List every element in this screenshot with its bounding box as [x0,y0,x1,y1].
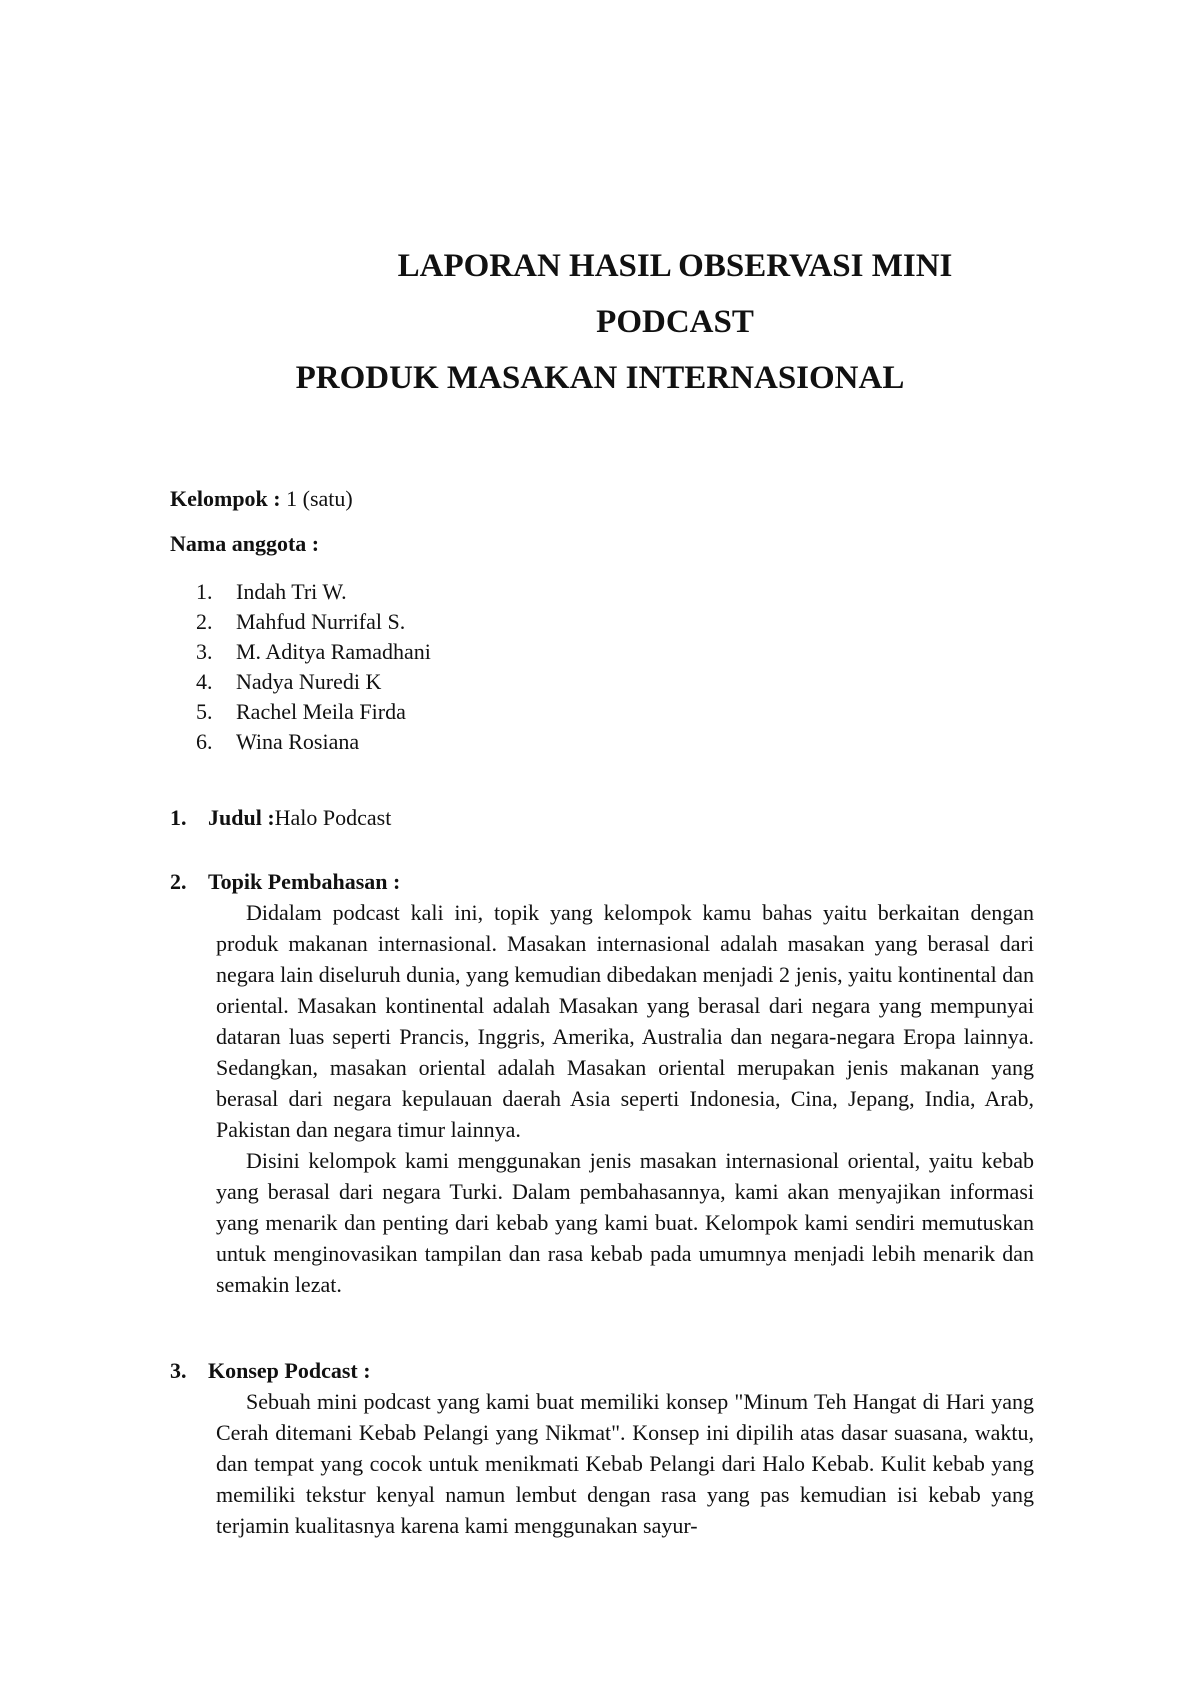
member-name: Nadya Nuredi K [236,669,382,694]
title-line-1: LAPORAN HASIL OBSERVASI MINI [397,248,953,284]
section-heading [170,866,1034,897]
section-konsep [170,1355,1034,1541]
member-number: 3. [196,639,213,664]
member-number: 5. [196,699,213,724]
section-label: Konsep Podcast : [208,1358,371,1383]
section-label: Topik Pembahasan : [208,869,401,894]
list-item [196,697,431,727]
member-name: Indah Tri W. [236,579,347,604]
members-heading-row [170,529,353,559]
group-info [170,484,353,559]
section-heading [170,802,1034,833]
list-item [196,607,431,637]
list-item [196,667,431,697]
section-number: 2. [170,869,187,894]
title-line-3: PRODUK MASAKAN INTERNASIONAL [295,360,905,396]
section-body [216,1386,1034,1541]
paragraph: Sebuah mini podcast yang kami buat memiliki konsep "Minum Teh Hangat di Hari yang Cerah ditemani Kebab Pelangi yang Nikmat". Konsep ini dipilih atas dasar suasana, waktu, dan tempat yang cocok untuk menikmati Kebab Pelangi dari Halo Kebab. Kulit kebab yang memiliki tekstur kenyal namun lembut dengan rasa yang pas kemudian isi kebab yang terjamin kualitasnya karena kami menggunakan sayur- [216,1389,1034,1538]
list-item [196,727,431,757]
list-item [196,577,431,607]
section-judul [170,802,1034,833]
section-body [216,897,1034,1300]
member-name: Wina Rosiana [236,729,360,754]
paragraph: Disini kelompok kami menggunakan jenis masakan internasional oriental, yaitu kebab yang berasal dari negara Turki. Dalam pembahasannya, kami akan menyajikan informasi yang menarik dan penting dari kebab yang kami buat. Kelompok kami sendiri memutuskan untuk menginovasikan tampilan dan rasa kebab pada umumnya menjadi lebih menarik dan semakin lezat. [216,1148,1034,1297]
member-number: 2. [196,609,213,634]
section-number: 3. [170,1358,187,1383]
paragraph: Didalam podcast kali ini, topik yang kelompok kamu bahas yaitu berkaitan dengan produk makanan internasional. Masakan internasional adalah masakan yang berasal dari negara lain diseluruh dunia, yang kemudian dibedakan menjadi 2 jenis, yaitu kontinental dan oriental. Masakan kontinental adalah Masakan yang berasal dari negara yang mempunyai dataran luas seperti Prancis, Inggris, Amerika, Australia dan negara-negara Eropa lainnya. Sedangkan, masakan oriental adalah Masakan oriental merupakan jenis makanan yang berasal dari negara kepulauan daerah Asia seperti Indonesia, Cina, Jepang, India, Arab, Pakistan dan negara timur lainnya. [216,900,1034,1142]
member-number: 1. [196,579,213,604]
member-name: M. Aditya Ramadhani [236,639,431,664]
title-line-2: PODCAST [596,304,754,340]
members-label: Nama anggota : [170,531,320,556]
section-number: 1. [170,805,187,830]
list-item [196,637,431,667]
section-label: Judul : [208,805,275,830]
member-number: 6. [196,729,213,754]
members-list [196,577,431,757]
member-name: Mahfud Nurrifal S. [236,609,406,634]
section-value: Halo Podcast [274,805,392,830]
group-row [170,484,353,514]
section-topik [170,866,1034,1300]
group-value: 1 (satu) [280,486,353,511]
section-heading [170,1355,1034,1386]
document-title [0,238,1200,406]
group-label: Kelompok : [170,486,281,511]
member-number: 4. [196,669,213,694]
member-name: Rachel Meila Firda [236,699,406,724]
